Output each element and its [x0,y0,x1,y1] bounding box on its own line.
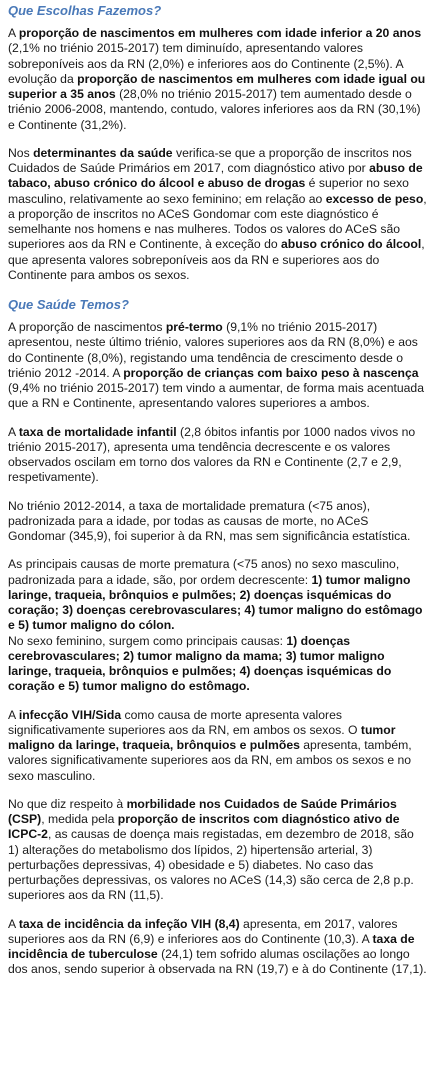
text-run: (9,1% no triénio 2015-2017) apresentou, neste último triénio, valores superiores aos da RN (8,0%) e aos do Continente (8,0%), registando uma tendência de crescimento desde o triénio 2012 -2014. A [8,320,418,380]
text-run: verifica-se que a proporção de inscritos nos Cuidados de Saúde Primários em 2017, com diagnóstico ativo por [8,145,412,175]
bold-text-run: abuso de tabaco, abuso crónico do álcool e abuso de drogas [8,161,423,191]
text-run: (28,0% no triénio 2015-2017) tem aumentado desde o triénio 2006-2008, mantendo, contudo, valores inferiores aos da RN (30,1%) e Continente (31,2%). [8,87,421,132]
paragraph-causes-male [8,557,428,633]
text-run: , a proporção de inscritos no ACeS Gondomar com este diagnóstico é semelhante nos homens e nas mulheres. Todos os valores do ACeS são superiores aos da RN e Continente, à exceção do [8,191,427,252]
text-run: , medida pela [41,812,118,826]
text-run: apresenta, em 2017, valores superiores aos da RN (6,9) e inferiores aos do Continente (10,3). A [8,916,398,946]
paragraph-births-age [8,26,428,133]
text-run: A [8,916,19,931]
bold-text-run: abuso crónico do álcool [281,237,422,252]
bold-text-run: proporção de inscritos com diagnóstico ativo de ICPC-2 [8,812,400,842]
bold-text-run: pré-termo [165,320,223,334]
text-run: (2,8 óbitos infantis por 1000 nados vivos no triénio 2015-2017), apresenta uma tendência decrescente e os valores observados oscilam em torno dos valores da RN e Continente (2,7 e 2,9, respetivamente). [8,424,416,485]
bold-text-run: tumor maligno da laringe, traqueia, brônquios e pulmões [8,722,396,752]
text-run: (9,4% no triénio 2015-2017) tem vindo a aumentar, de forma mais acentuada que a RN e Continente, apresentando valores superiores a ambos. [8,381,424,411]
bold-text-run: determinantes da saúde [33,145,173,160]
bold-text-run: proporção de crianças com baixo peso à nascença [123,365,419,380]
paragraph-causes-female [8,634,428,695]
paragraph-hiv-mortality [8,708,428,784]
text-run: é superior no sexo masculino, relativamente ao sexo feminino; em relação ao [8,176,409,206]
bold-text-run: infecção VIH/Sida [18,707,122,722]
bold-text-run: proporção de nascimentos em mulheres com idade igual ou superior a 35 anos [8,71,426,101]
paragraph-health-determinants [8,146,428,283]
text-run: (2,1% no triénio 2015-2017) tem diminuído, apresentando valores sobreponíveis aos da RN (2,0%) e inferiores aos do Continente (2,5%). A evolução da [8,41,403,86]
text-run: , que apresenta valores sobreponíveis aos da RN e superiores aos do Continente para ambos os sexos. [8,237,425,282]
bold-text-run: taxa de incidência de tuberculose [8,931,415,961]
section-heading-choices: Que Escolhas Fazemos? [8,3,162,18]
section-heading-health: Que Saúde Temos? [8,297,129,312]
text-run: No triénio 2012-2014, a taxa de mortalidade prematura (<75 anos), padronizada para a idade, por todas as causas de morte, no ACeS Gondomar (345,9), foi superior à da RN, mas sem significância estatística. [8,498,411,543]
bold-text-run: 1) tumor maligno laringe, traqueia, brônquios e pulmões; 2) doenças isquémicas do coração; 3) doenças cerebrovasculares; 4) tumor maligno do estômago e 5) tumor maligno do cólon. [8,572,423,633]
paragraph-infant-mortality [8,425,428,486]
paragraph-incidence [8,917,428,978]
text-run: A [8,707,19,722]
text-run: , as causas de doença mais registadas, em dezembro de 2018, são 1) alterações do metabolismo dos lípidos, 2) hipertensão arterial, 3) perturbações depressivas, 4) obesidade e 5) diabetes. No caso das perturbações depressivas, os valores no ACeS (14,3) são cerca de 2,8 p.p. superiores aos da RN (11,5). [8,827,414,903]
text-run: No sexo feminino, surgem como principais causas: [8,633,287,648]
text-run: apresenta, também, valores significativamente superiores aos da RN, em ambos os sexos e no sexo masculino. [8,738,412,783]
text-run: como causa de morte apresenta valores significativamente superiores aos da RN, em ambos os sexos. O [8,707,361,737]
bold-text-run: excesso de peso [325,191,424,206]
text-run: No que diz respeito à [8,796,127,811]
text-run: (24,1) tem sofrido alumas oscilações ao longo dos anos, sendo superior à observada na RN (19,7) e à do Continente (17,1). [8,947,427,977]
paragraph-morbidity-csp [8,797,428,904]
paragraph-premature-mortality [8,499,428,545]
bold-text-run: 1) doenças cerebrovasculares; 2) tumor maligno da mama; 3) tumor maligno laringe, traqueia, brônquios e pulmões; 4) doenças isquémicas do coração e 5) tumor maligno do estômago. [8,633,392,694]
bold-text-run: morbilidade nos Cuidados de Saúde Primários (CSP) [8,796,397,826]
bold-text-run: taxa de mortalidade infantil [18,424,177,439]
text-run: A proporção de nascimentos [8,320,166,334]
paragraph-preterm-births [8,320,428,412]
text-run: As principais causas de morte prematura (<75 anos) no sexo masculino, padronizada para a idade, são, por ordem decrescente: [8,557,400,587]
text-run: Nos [8,145,34,160]
bold-text-run: proporção de nascimentos em mulheres com idade inferior a 20 anos [18,26,422,40]
text-run: A [8,424,19,439]
text-run: A [8,26,19,40]
bold-text-run: taxa de incidência da infeção VIH (8,4) [18,916,240,931]
